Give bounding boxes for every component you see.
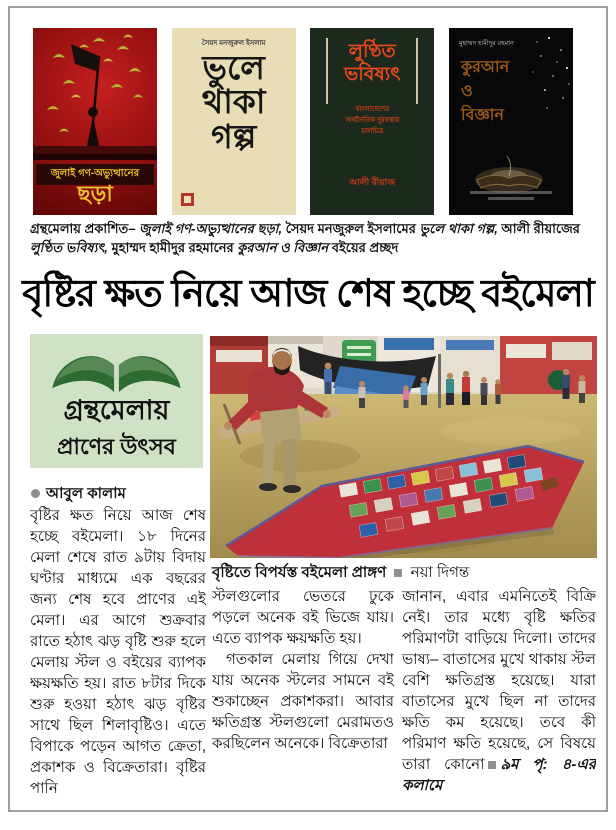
photo-caption [212, 561, 596, 586]
cover3-subtitle-line3: চালচিত্র [361, 128, 384, 136]
article-col1-paragraph: বৃষ্টির ক্ষত নিয়ে আজ শেষ হচ্ছে বইমেলা। ১৮ দিনের মেলা শেষে রাত ৯টায় বিদায় ঘণ্টার মাধ্যমে এক বছরের জন্য শেষ হবে প্রাণের এই মেলা। এর আগে শুক্রবার রাতে হঠাৎ ঝড় বৃষ্টি শুরু হলে মেলায় স্টল ও বইয়ের ব্যাপক ক্ষয়ক্ষতি হয়। রাত ৮টার দিকে শুরু হওয়া হঠাৎ ঝড় বৃষ্টির সাথে ছিল শিলাবৃষ্টিও। এতে বিপাকে পড়েন আগত ক্রেতা, প্রকাশক ও বিক্রেতারা। বৃষ্টির পানি [30, 507, 206, 797]
article-col2-paragraph1: স্টলগুলোর ভেতরে ঢুকে পড়লে অনেক বই ভিজে যায়। এতে ব্যাপক ক্ষয়ক্ষতি হয়। [212, 588, 394, 647]
book-covers-row [33, 28, 573, 215]
cover3-subtitle [310, 104, 434, 138]
book-cover-lunthita-bhabishyat [310, 28, 434, 215]
article-col3-text: জানান, এবার এমনিতেই বিক্রি নেই। তার মধ্যে বৃষ্টি ক্ষতির পরিমাণটা বাড়িয়ে দিলো। তাদের ভাষ্য– বাতাসের মুখে থাকায় স্টল বেশি ক্ষতিগ্রস্ত হয়েছে। যারা বাতাসের মুখে ছিল না তাদের ক্ষতি কম হয়েছে। তবে কী পরিমাণ ক্ষতি হয়েছে, সে বিষয়ে তারা কোনো [402, 588, 596, 773]
covers-caption-title2: ভুলে থাকা গল্প, [419, 221, 498, 236]
cover4-small-text-bars [463, 188, 559, 203]
covers-caption-title4: কুরআন ও বিজ্ঞান [237, 239, 329, 255]
cover3-subtitle-line1: বাংলাদেশের [355, 106, 390, 113]
cover4-title-line1: কুরআন [460, 59, 510, 76]
credit-square-icon [394, 569, 402, 577]
open-book-icon [44, 340, 189, 396]
cover3-author: আলী রীয়াজ [349, 177, 396, 187]
fair-photo [210, 336, 597, 558]
book-cover-quran-o-bigyan [449, 28, 573, 215]
cover2-title [172, 51, 296, 154]
byline-author: আবুল কালাম [46, 485, 126, 502]
book-fair-scene-image [210, 336, 597, 558]
cover1-series-title: জুলাই গণ-অভ্যুত্থানের [36, 164, 154, 185]
cover2-author: সৈয়দ মনজুরুল ইসলাম [201, 40, 266, 47]
covers-caption-title1: জুলাই গণ-অভ্যুত্থানের ছড়া, [139, 221, 283, 236]
fair-logo-line1: গ্রন্থমেলায় [63, 395, 170, 425]
jump-square-icon [488, 761, 496, 769]
cover3-title-line1: লুণ্ঠিত [348, 41, 396, 62]
cover4-author: মুহাম্মদ হামীদুর রহমান [458, 40, 514, 47]
cover2-title-line1: ভুলে [202, 49, 265, 86]
cover2-title-line3: গল্প [211, 117, 257, 155]
covers-caption-title3: লুণ্ঠিত ভবিষ্যৎ, [30, 239, 108, 255]
publisher-logo-icon [181, 193, 194, 206]
fair-logo-box [30, 334, 203, 468]
main-headline: বৃষ্টির ক্ষত নিয়ে আজ শেষ হচ্ছে বইমেলা [22, 273, 594, 315]
article-col3-paragraph [402, 586, 596, 796]
cover3-title-line2: ভবিষ্যৎ [344, 63, 401, 85]
jump-notice: ৯ম পৃ: ৪-এর কলামে [402, 756, 596, 794]
article-col2-paragraph2: গতকাল মেলায় গিয়ে দেখা যায় অনেক স্টলের সামনে বই শুকাচ্ছেন প্রকাশকরা। আবার ক্ষতিগ্রস্ত স্টলগুলো মেরামতও করছিলেন অনেকে। বিক্রেতারা [212, 651, 394, 752]
book-cover-chhora [33, 28, 157, 215]
cover4-title [461, 56, 509, 128]
article-col-2 [212, 586, 394, 802]
cover4-title-line3: বিজ্ঞান [460, 107, 504, 124]
cover3-title [310, 41, 434, 87]
photo-credit: নয়া দিগন্ত [410, 564, 470, 581]
photo-caption-text: বৃষ্টিতে বিপর্যস্ত বইমেলা প্রাঙ্গণ [212, 564, 387, 581]
fair-logo-line2: প্রাণের উৎসব [57, 434, 176, 459]
cover3-subtitle-line2: অর্থনৈতিক দুরবস্থার [345, 117, 400, 125]
book-cover-bhule-thaka-galpa [172, 28, 296, 215]
article-col-1 [30, 505, 206, 801]
byline [31, 482, 126, 507]
covers-caption: গ্রন্থমেলায় প্রকাশিত– জুলাই গণ-অভ্যুত্থানের ছড়া, সৈয়দ মনজুরুল ইসলামের ভুলে থাকা গল্প, আলী রীয়াজের লুণ্ঠিত ভবিষ্যৎ, মুহাম্মদ হামীদুর রহমানের কুরআন ও বিজ্ঞান বইয়ের প্রচ্ছদ [30, 221, 580, 255]
cover2-title-line2: থাকা [201, 83, 266, 121]
covers-caption-text: গ্রন্থমেলায় প্রকাশিত– [30, 221, 140, 236]
cover1-title: ছড়া [77, 181, 113, 206]
cover4-title-line2: ও [460, 83, 473, 100]
byline-bullet-icon [31, 489, 40, 498]
article-col-3 [402, 586, 596, 802]
